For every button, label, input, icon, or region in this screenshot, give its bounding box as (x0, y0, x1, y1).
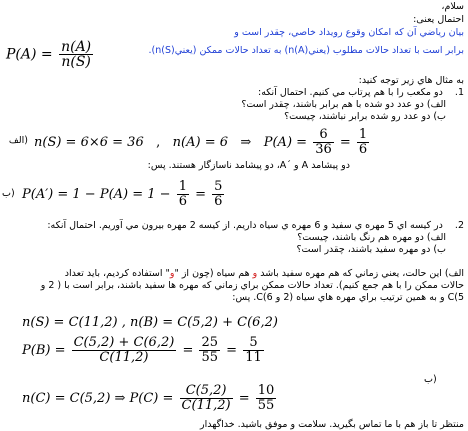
q1b-frac-1-6 (177, 180, 189, 209)
q2-part-a: الف) دو مهره هم رنگ باشند، چيست؟ (297, 232, 446, 243)
implies-arrow-icon: ⇒ (240, 135, 252, 150)
q1-pa: P(A) = (263, 135, 308, 150)
frac-den: 6 (178, 194, 187, 209)
frac-den: 36 (315, 142, 332, 157)
formula-fraction (59, 40, 93, 69)
def-line2-nS: n(S) (155, 45, 175, 56)
sol2-and-highlight: و (252, 268, 258, 279)
frac-num: 1 (178, 179, 187, 194)
q1b-frac-5-6 (212, 180, 224, 209)
closing-line: منتظر تا باز هم با ما تماس بگيريد. سلامت و موفق باشيد. خداگهدار (200, 419, 464, 430)
frac-num: 5 (243, 336, 264, 351)
pb-frac-main (72, 336, 177, 365)
frac-num: 5 (214, 179, 223, 194)
examples-heading: به مثال هاي زير توجه كنيد: (358, 75, 464, 86)
frac-den: 11 (245, 350, 262, 365)
q1-frac-1-6 (357, 128, 369, 157)
equals: = (182, 343, 194, 358)
q2-statement (47, 220, 464, 231)
greeting: سلام، (441, 1, 464, 12)
frac-num: 1 (358, 127, 368, 142)
frac-num: C(5,2) (180, 384, 233, 399)
frac-den: C(11,2) (99, 350, 149, 365)
formula-lhs: P(A) = (6, 46, 53, 63)
sol2-l1-b: هم سياه (چون از " (174, 268, 250, 279)
frac-den: 55 (201, 350, 219, 365)
formula-denominator: n(S) (61, 54, 91, 70)
sol2-eq-3 (22, 384, 278, 413)
q1-note: دو پيشامد A و ´A، دو پيشامد ناسازگار هستند. پس: (147, 160, 350, 171)
frac-den: 6 (358, 142, 368, 157)
q1-part-a: الف) دو عدد دو شده با هم برابر باشند، چقدر است؟ (241, 99, 446, 110)
q1-frac-6-36 (313, 128, 334, 157)
pc-frac (180, 384, 233, 413)
definition-line-1: بيان رياضي آن كه امكان وقوع رويداد خاصي، چقدر است و (234, 27, 464, 38)
sol2-line-3: 5)C و به همين ترتيب براي مهره هاي سياه (2 و 6)C. پس: (232, 292, 464, 303)
probability-formula (6, 40, 95, 69)
q2-number: 2. (454, 220, 464, 231)
q1-part-b: ب) دو عدد رو شده برابر نباشند، چيست؟ (284, 111, 446, 122)
frac-num: 6 (313, 128, 334, 143)
equals: = (238, 391, 250, 406)
q1-solution-a (34, 128, 371, 157)
pb-frac-25-55 (199, 336, 220, 365)
q1-ns: n(S) = 6×6 = 36 (34, 135, 144, 150)
sol2-b-label: ب) (424, 374, 437, 385)
sol2-va-highlight: و (169, 268, 175, 279)
def-line2-part2: ) به تعداد حالات ممكن (يعني (174, 45, 289, 56)
frac-num: C(5,2) + C(6,2) (73, 335, 175, 350)
sol2-eq-1: n(S) = C(11,2) , n(B) = C(5,2) + C(6,2) (22, 315, 278, 330)
q1-sol-b-label: ب) (2, 188, 15, 199)
sol2-line-2: حالات ممكن را با هم جمع كنيم). تعداد حالات ممكن براي زماني كه مهره ها سفيد باشند، برابر است با ( 2 و (40, 280, 464, 291)
frac-num: 10 (257, 383, 275, 398)
pb-lhs: P(B) = (22, 343, 66, 358)
def-line2-end: ). (148, 45, 156, 56)
def-line2-nA: n(A) (288, 45, 309, 56)
q1-number: 1. (454, 87, 464, 98)
sol2-eq-2 (22, 336, 266, 365)
q1-complement-expr: P(A′) = 1 − P(A) = 1 − (22, 187, 171, 202)
sol2-l1-a: الف) اين حالت، يعني زماني كه هم مهره سفيد باشد (260, 268, 464, 279)
frac-den: 6 (214, 194, 223, 209)
def-line2-part1: برابر است با تعداد حالات مطلوب (يعني (308, 45, 464, 56)
frac-den: 55 (257, 398, 275, 413)
q1-sep: , (156, 135, 161, 150)
sol2-line-1 (65, 268, 464, 279)
q2-part-b: ب) دو مهره سفيد باشند، چقدر است؟ (296, 244, 446, 255)
formula-numerator: n(A) (61, 39, 92, 55)
pb-frac-5-11 (243, 336, 264, 365)
q1-statement (258, 87, 464, 98)
equals: = (195, 187, 207, 202)
frac-den: C(11,2) (181, 398, 231, 413)
sol2-l1-c: " استفاده كرديم، بايد تعداد (64, 268, 170, 279)
definition-label: احتمال یعنی: (413, 14, 464, 25)
q1-text: دو مكعب را با هم پرتاب مي كنيم. احتمال آنكه: (258, 87, 443, 98)
pc-expr: n(C) = C(5,2) ⇒ P(C) = (22, 391, 174, 406)
equals: = (226, 343, 238, 358)
q1-solution-b (22, 180, 226, 209)
frac-num: 25 (201, 335, 219, 350)
q2-text: در كيسه اي 5 مهره ي سفيد و 6 مهره ي سياه داريم. از كيسه 2 مهره بيرون مي آوريم. احتمال آنكه: (47, 220, 443, 231)
q1-sol-a-label: الف) (8, 135, 28, 146)
q1-na: n(A) = 6 (172, 135, 229, 150)
equals: = (339, 135, 351, 150)
pc-frac-10-55 (256, 384, 277, 413)
definition-line-2 (149, 45, 465, 56)
